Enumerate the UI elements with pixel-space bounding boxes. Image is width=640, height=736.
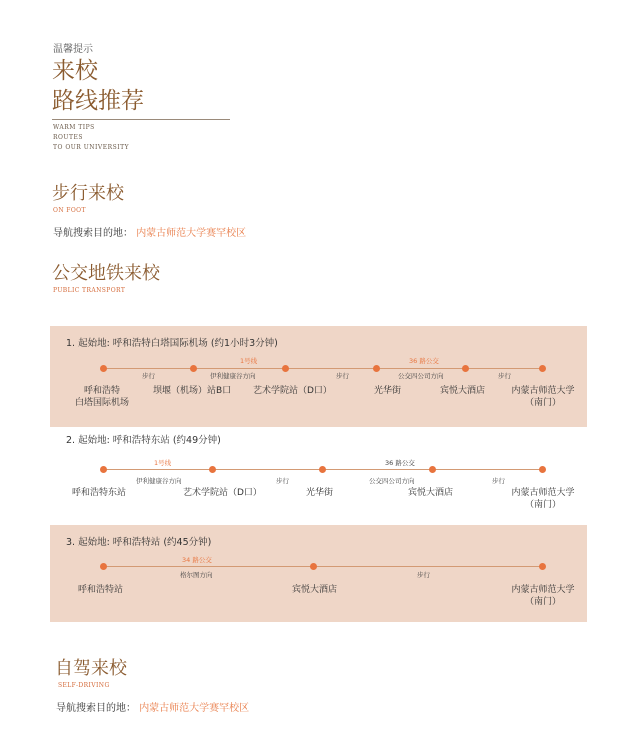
route-3-stop-1: [100, 563, 107, 570]
nav-destination-link[interactable]: 内蒙古师范大学赛罕校区: [136, 228, 247, 239]
route-1-station-1: [70, 385, 134, 409]
nav-label: 导航搜索目的地：: [56, 703, 136, 714]
english-line-3: TO OUR UNIVERSITY: [53, 144, 130, 151]
station-name-line-1: 内蒙古师范大学: [511, 386, 575, 396]
self-driving-subtitle: SELF-DRIVING: [58, 682, 110, 689]
route-1-stop-2: [190, 365, 197, 372]
transport-subtitle: PUBLIC TRANSPORT: [53, 287, 126, 294]
route-2-station-2: 艺术学院站（D口）: [183, 488, 262, 498]
station-name-line-2: （南门）: [524, 500, 561, 510]
self-driving-nav: [56, 699, 249, 714]
route-2-station-5: [505, 487, 581, 511]
station-name-line-2: （南门）: [524, 597, 561, 607]
route-1-station-3: 艺术学院站（D口）: [253, 386, 332, 396]
route-2-stop-1: [100, 466, 107, 473]
route-1-seg-1-mode: 步行: [142, 372, 155, 380]
route-1-stop-4: [373, 365, 380, 372]
nav-destination-link[interactable]: 内蒙古师范大学赛罕校区: [139, 703, 250, 714]
transport-title: 公交地铁来校: [52, 263, 160, 284]
route-2-seg-3-line: 36 路公交: [385, 459, 415, 467]
route-1-stop-5: [462, 365, 469, 372]
nav-label: 导航搜索目的地：: [53, 228, 133, 239]
route-2-stop-2: [209, 466, 216, 473]
route-1-seg-3-mode: 步行: [336, 372, 349, 380]
page-title-line1: 来校: [52, 58, 98, 84]
route-3-station-3: [505, 584, 581, 608]
route-2-station-4: 宾悦大酒店: [408, 488, 454, 498]
page-title-line2: 路线推荐: [52, 88, 144, 114]
route-1-stop-1: [100, 365, 107, 372]
route-1-station-5: 宾悦大酒店: [440, 386, 486, 396]
route-3-seg-2-mode: 步行: [417, 571, 430, 579]
route-3-stop-2: [310, 563, 317, 570]
route-1-stop-3: [282, 365, 289, 372]
route-3-station-2: 宾悦大酒店: [292, 585, 338, 595]
station-name-line-1: 呼和浩特: [83, 386, 120, 396]
route-1-station-2: 坝堰（机场）站B口: [153, 386, 232, 396]
route-2-station-1: 呼和浩特东站: [72, 488, 127, 498]
on-foot-nav: [53, 224, 246, 239]
route-3-seg-1-direction: 格尔图方向: [180, 571, 213, 579]
route-3-title: 3. 起始地: 呼和浩特站 (约45分钟): [66, 537, 212, 548]
on-foot-subtitle: ON FOOT: [53, 207, 86, 214]
station-name-line-2: 白塔国际机场: [74, 398, 129, 408]
route-1-seg-4-line: 36 路公交: [409, 357, 439, 365]
tip-label: 温馨提示: [53, 44, 93, 55]
route-2-stop-4: [429, 466, 436, 473]
route-2-stop-5: [539, 466, 546, 473]
route-1-seg-2-direction: 伊利健康谷方向: [210, 372, 256, 380]
route-1-line: [103, 368, 543, 369]
route-1-seg-5-mode: 步行: [498, 372, 511, 380]
route-3-seg-1-line: 34 路公交: [182, 556, 212, 564]
english-subtitle: [53, 123, 129, 153]
route-2-stop-3: [319, 466, 326, 473]
route-3-line: [103, 566, 543, 567]
route-2-station-3: 光华街: [306, 488, 334, 498]
self-driving-title: 自驾来校: [55, 658, 127, 679]
route-1-station-6: [505, 385, 581, 409]
route-2-title: 2. 起始地: 呼和浩特东站 (约49分钟): [66, 435, 221, 446]
route-2-seg-1-direction: 伊利健康谷方向: [136, 477, 182, 485]
route-1-seg-4-direction: 公交四公司方向: [398, 372, 444, 380]
station-name-line-1: 内蒙古师范大学: [511, 488, 575, 498]
route-1-title: 1. 起始地: 呼和浩特白塔国际机场 (约1小时3分钟): [66, 338, 278, 349]
title-underline: [52, 119, 230, 120]
route-3-station-1: 呼和浩特站: [78, 585, 124, 595]
route-1-seg-2-line: 1号线: [240, 357, 258, 365]
station-name-line-1: 内蒙古师范大学: [511, 585, 575, 595]
route-3-stop-3: [539, 563, 546, 570]
route-2-seg-3-direction: 公交四公司方向: [369, 477, 415, 485]
english-line-2: ROUTES: [53, 134, 83, 141]
english-line-1: WARM TIPS: [53, 124, 95, 131]
on-foot-title: 步行来校: [52, 183, 124, 204]
route-1-station-4: 光华街: [374, 386, 402, 396]
station-name-line-2: （南门）: [524, 398, 561, 408]
route-2-seg-4-mode: 步行: [492, 477, 505, 485]
route-2-seg-2-mode: 步行: [276, 477, 289, 485]
route-1-stop-6: [539, 365, 546, 372]
route-2-seg-1-line: 1号线: [154, 459, 172, 467]
